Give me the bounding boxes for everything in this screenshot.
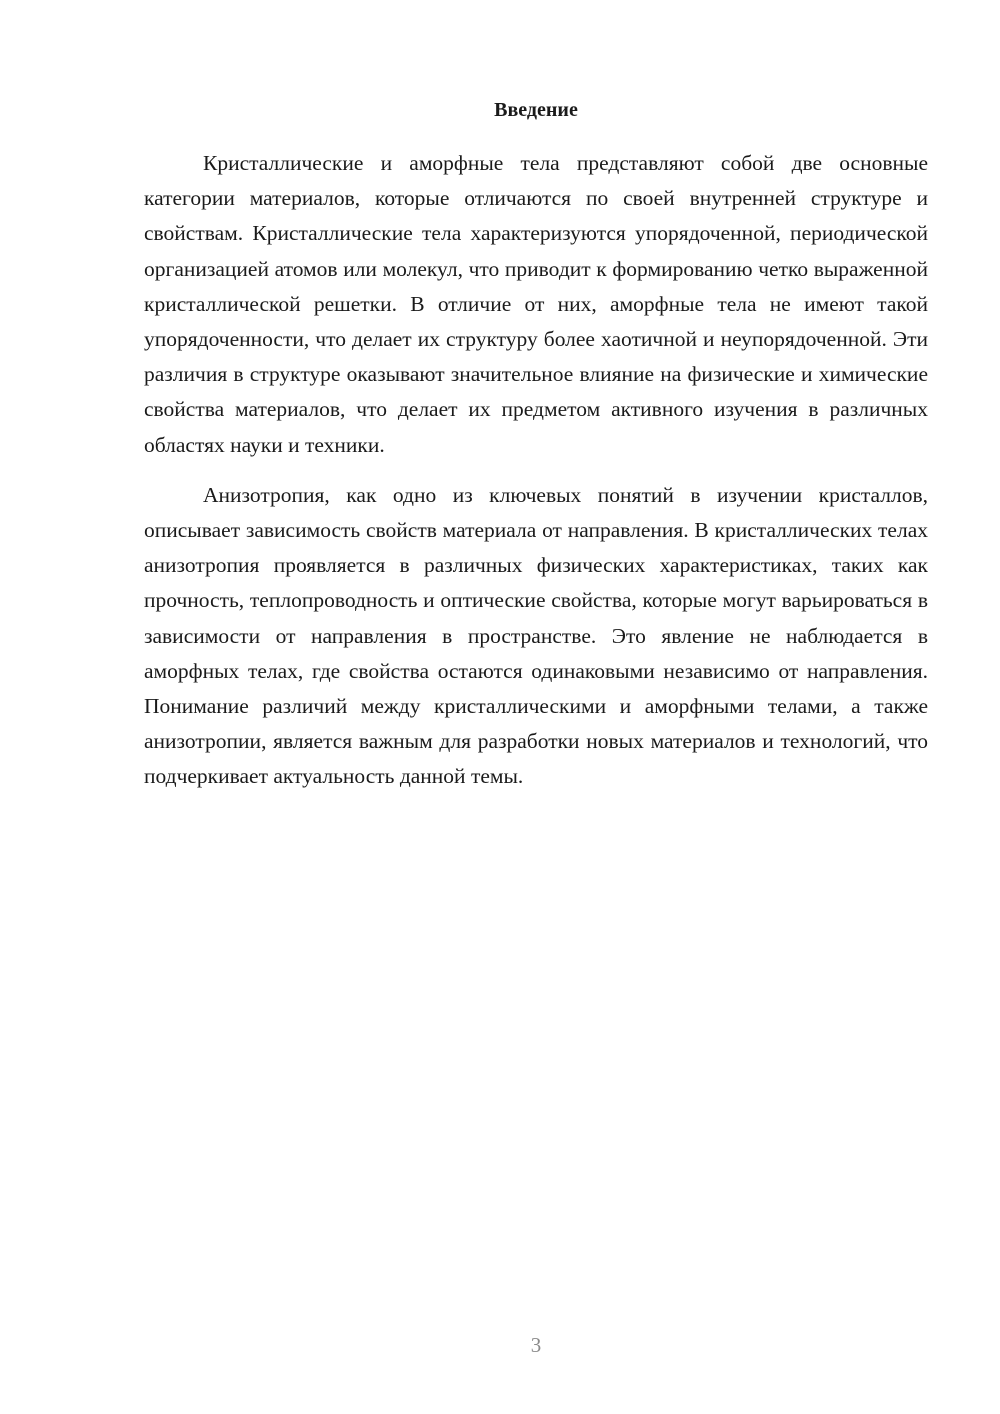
page-content [144, 96, 928, 795]
section-title: Введение [494, 99, 578, 121]
page-number: 3 [530, 1333, 542, 1357]
paragraph-intro: Кристаллические и аморфные тела представляют собой две основные категории материалов, которые отличаются по своей внутренней структуре и свойствам. Кристаллические тела характеризуются упорядоченной, периодической организацией атомов или молекул, что приводит к формированию четко выраженной кристаллической решетки. В отличие от них, аморфные тела не имеют такой упорядоченности, что делает их структуру более хаотичной и неупорядоченной. Эти различия в структуре оказывают значительное влияние на физические и химические свойства материалов, что делает их предметом активного изучения в различных областях науки и техники. [144, 151, 928, 457]
paragraph-anisotropy: Анизотропия, как одно из ключевых понятий в изучении кристаллов, описывает зависимость свойств материала от направления. В кристаллических телах анизотропия проявляется в различных физических характеристиках, таких как прочность, теплопроводность и оптические свойства, которые могут варьироваться в зависимости от направления в пространстве. Это явление не наблюдается в аморфных телах, где свойства остаются одинаковыми независимо от направления. Понимание различий между кристаллическими и аморфными телами, а также анизотропии, является важным для разработки новых материалов и технологий, что подчеркивает актуальность данной темы. [144, 482, 928, 789]
